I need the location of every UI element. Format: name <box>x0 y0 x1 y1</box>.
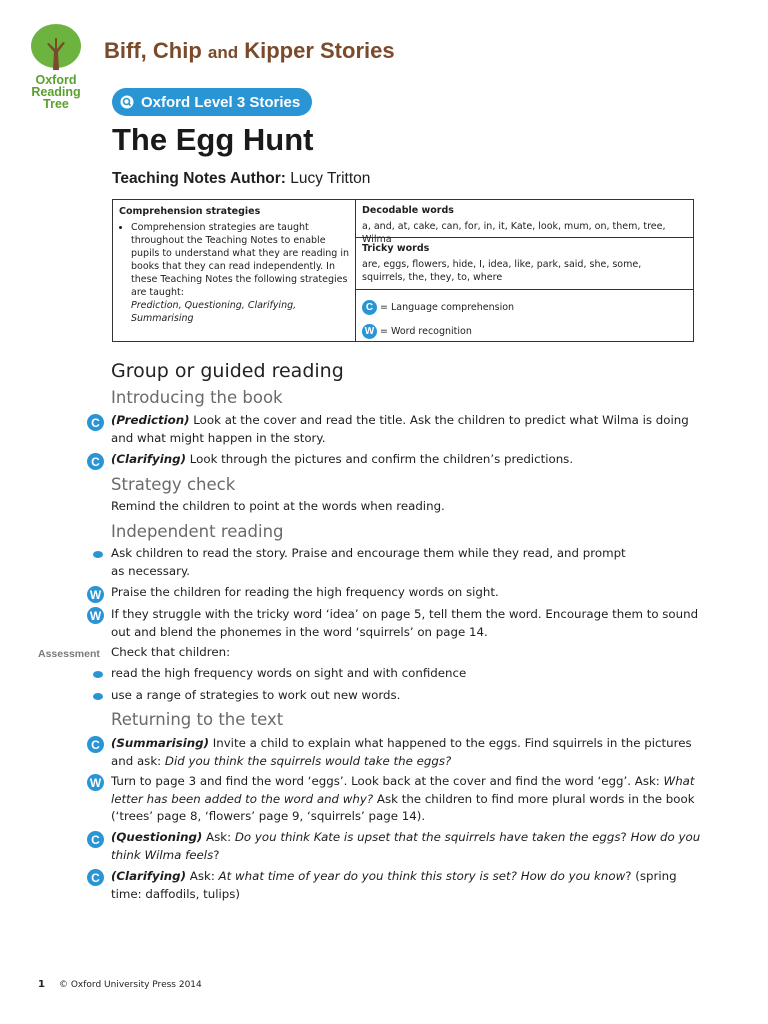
strategy-text: Remind the children to point at the words when reading. <box>111 499 445 513</box>
c-badge-icon: C <box>87 869 104 886</box>
c-badge-icon: C <box>87 414 104 431</box>
tree-icon <box>30 24 82 74</box>
level-pill: Oxford Level 3 Stories <box>112 88 312 116</box>
bullet-dot-icon <box>93 551 103 558</box>
w-badge-icon: W <box>87 586 104 603</box>
independent-w1: Praise the children for reading the high frequency words on sight. <box>111 585 499 599</box>
returning-clarifying: (Clarifying) Ask: At what time of year do you think this story is set? How do you know? (spring time: daffodils, tulips) <box>111 869 677 901</box>
c-badge-icon: C <box>87 453 104 470</box>
info-table <box>112 199 694 342</box>
copyright: © Oxford University Press 2014 <box>58 980 202 990</box>
bullet-dot-icon <box>93 693 103 700</box>
tricky-cell: Tricky words are, eggs, flowers, hide, I, idea, like, park, said, she, some, squirrels, the, they, to, where <box>356 238 693 290</box>
assessment-bullet-1: read the high frequency words on sight and with confidence <box>111 666 467 680</box>
group-reading-heading: Group or guided reading <box>111 360 344 382</box>
page-title: The Egg Hunt <box>112 122 314 157</box>
legend-cell: C = Language comprehension W = Word recognition <box>356 290 693 341</box>
returning-questioning: (Questioning) Ask: Do you think Kate is upset that the squirrels have taken the eggs? How do you think Wilma feels? <box>111 830 701 862</box>
w-badge-icon: W <box>87 774 104 791</box>
oxford-reading-tree-logo <box>30 24 82 74</box>
page-number: 1 <box>38 979 45 990</box>
returning-heading: Returning to the text <box>111 710 284 729</box>
returning-summarising: (Summarising) Invite a child to explain what happened to the eggs. Find squirrels in the pictures and ask: Did you think the squirrels would take the eggs? <box>111 736 692 768</box>
assessment-check: Check that children: <box>111 645 231 659</box>
independent-heading: Independent reading <box>111 522 284 541</box>
decodable-cell: Decodable words a, and, at, cake, can, for, in, it, Kate, look, mum, on, them, tree, Wilma <box>356 200 693 238</box>
author-line: Teaching Notes Author: Lucy Tritton <box>112 170 371 187</box>
c-badge-icon: C <box>87 831 104 848</box>
assessment-label: Assessment <box>38 648 100 660</box>
independent-w2: If they struggle with the tricky word ‘idea’ on page 5, tell them the word. Encourage them to sound out and blend the phonemes in the word ‘squirrels’ on page 14. <box>111 607 699 639</box>
intro-prediction: (Prediction) Look at the cover and read the title. Ask the children to predict what Wilma is doing and what might happen in the story. <box>111 413 689 445</box>
w-badge-icon: W <box>362 324 377 339</box>
assessment-bullet-2: use a range of strategies to work out new words. <box>111 688 401 702</box>
independent-bullet-1: Ask children to read the story. Praise and encourage them while they read, and prompt as necessary. <box>111 546 626 578</box>
w-badge-icon: W <box>87 607 104 624</box>
bullet-dot-icon <box>93 671 103 678</box>
comprehension-text: • Comprehension strategies are taught throughout the Teaching Notes to enable pupils to understand what they are reading in books that they can read independently. In these Teaching Notes the following strategies are taught: Prediction, Questioning, Clarifying, Summarising <box>131 221 349 325</box>
series-title: Biff, Chip and Kipper Stories <box>104 38 395 63</box>
search-circle-icon <box>120 95 134 109</box>
intro-heading: Introducing the book <box>111 388 283 407</box>
strategy-heading: Strategy check <box>111 475 236 494</box>
page-footer <box>38 979 202 990</box>
logo-text: Oxford Reading Tree <box>31 73 81 111</box>
intro-clarifying: (Clarifying) Look through the pictures and confirm the children’s predictions. <box>111 452 574 466</box>
c-badge-icon: C <box>87 736 104 753</box>
comprehension-cell: Comprehension strategies • Comprehension strategies are taught throughout the Teaching Notes to enable pupils to understand what they are reading in books that they can read independently. In these Teaching Notes the following strategies are taught: Prediction, Questioning, Clarifying, Summarising <box>113 200 356 341</box>
returning-plural: Turn to page 3 and find the word ‘eggs’. Look back at the cover and find the word ‘egg’. Ask: What letter has been added to the word and why? Ask the children to find more plural words in the book (‘trees’ page 8, ‘flowers’ page 9, ‘squirrels’ page 14). <box>111 774 695 823</box>
c-badge-icon: C <box>362 300 377 315</box>
